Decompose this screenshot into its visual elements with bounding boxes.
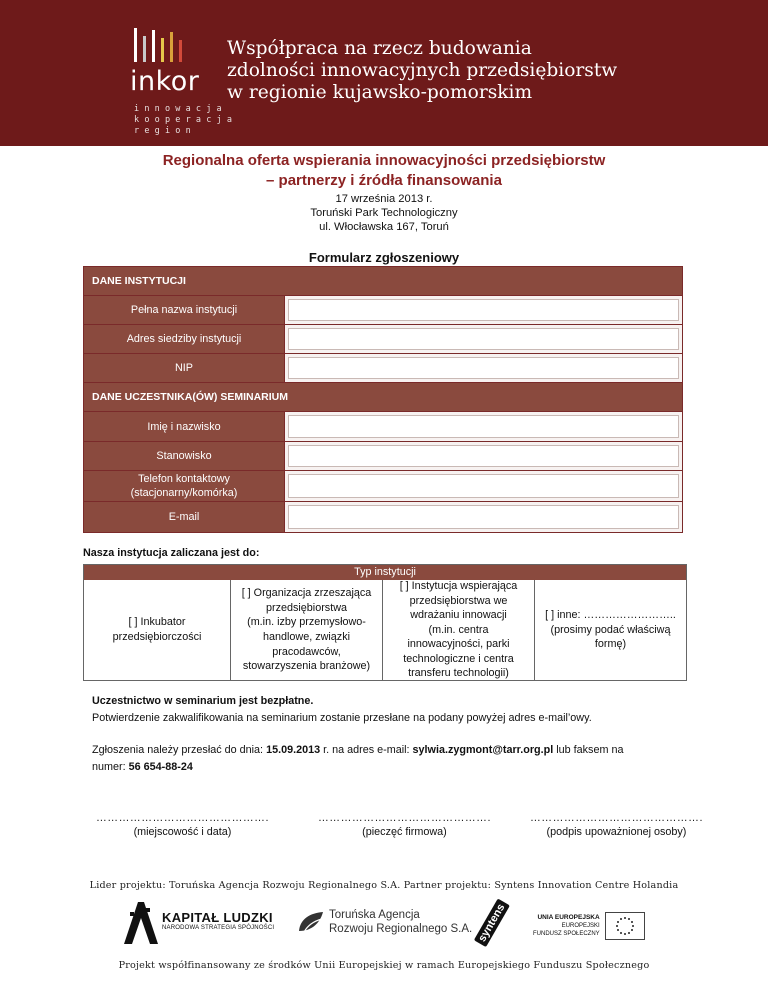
kapital-ludzki-logo [124,902,274,944]
field-label: Imię i nazwisko [84,412,285,441]
section-participant-header: DANE UCZESTNIKA(ÓW) SEMINARIUM [84,383,682,412]
submit-prefix: Zgłoszenia należy przesłać do dnia: [92,744,267,756]
field-value-cell [285,412,682,441]
form-row-institution-address [84,325,682,354]
signature-caption: (miejscowość i data) [133,826,232,838]
institution-type-table [83,564,687,681]
field-value-cell [285,502,682,532]
field-value-cell [285,354,682,382]
project-title-line: zdolności innowacyjnych przedsiębiorstw [227,60,618,81]
institution-address-input[interactable] [288,328,679,350]
form-row-institution-name [84,296,682,325]
institution-type-intro: Nasza instytucja zaliczana jest do: [83,547,260,559]
full-name-input[interactable] [288,415,679,438]
eu-title: UNIA EUROPEJSKA [537,914,600,921]
field-label: Adres siedziby instytucji [84,325,285,353]
signature-line: ………………………………………. [96,812,269,824]
eu-sub2: FUNDUSZ SPOŁECZNY [533,931,600,937]
option-innovation-support[interactable]: [ ] Instytucja wspierająca przedsiębiorstwa we wdrażaniu innowacji (m.in. centra innowacyjności, parki technologiczne i centra transferu technologii) [383,580,535,680]
signature-block-stamp [318,812,491,838]
inkor-logo-text: inkor [130,66,200,97]
signature-caption: (pieczęć firmowa) [362,826,447,838]
phone-input[interactable] [288,474,679,498]
kl-subtitle: NARODOWA STRATEGIA SPÓJNOŚCI [162,925,275,931]
field-label: Pełna nazwa instytucji [84,296,285,324]
kl-title: KAPITAŁ LUDZKI [162,910,273,925]
form-row-position [84,442,682,471]
institution-name-input[interactable] [288,299,679,321]
inkor-logo-bars [133,28,189,62]
option-incubator[interactable]: [ ] Inkubator przedsiębiorczości [84,580,231,680]
email-input[interactable] [288,505,679,529]
option-other[interactable]: [ ] inne: …………………….. (prosimy podać właściwą formę) [545,609,676,651]
form-row-email [84,502,682,532]
eu-sub1: EUROPEJSKI [561,923,600,929]
cofinancing-text: Projekt współfinansowany ze środków Unii Europejskiej w ramach Europejskiego Funduszu Społecznego [118,960,650,971]
registration-form-table [83,266,683,533]
signature-block-place-date [96,812,269,838]
fax-prefix: numer: [92,761,129,773]
submit-mid: r. na adres e-mail: [320,744,413,756]
deadline-date: 15.09.2013 [266,744,321,756]
position-input[interactable] [288,445,679,467]
form-title: Formularz zgłoszeniowy [308,250,460,265]
field-value-cell [285,296,682,324]
institution-type-header: Typ instytucji [84,565,686,580]
project-title-line: w regionie kujawsko-pomorskim [227,82,533,103]
contact-email[interactable]: sylwia.zygmont@tarr.org.pl [412,744,554,756]
project-leaders-text: Lider projektu: Toruńska Agencja Rozwoju Regionalnego S.A. Partner projektu: Syntens Innovation Centre Holandia [89,880,679,891]
tarr-line1: Toruńska Agencja [329,909,420,921]
header-banner [0,0,768,146]
eu-logo [533,912,645,940]
eu-flag-icon [605,912,645,940]
project-title [227,38,617,104]
field-label: Telefon kontaktowy (stacjonarny/komórka) [84,471,285,501]
form-row-phone [84,471,682,502]
syntens-logo [466,901,514,945]
project-title-line: Współpraca na rzecz budowania [227,38,532,59]
field-label: E-mail [84,502,285,532]
event-title-line1: Regionalna oferta wspierania innowacyjności przedsiębiorstw [162,152,606,169]
signature-line: ………………………………………. [530,812,703,824]
tarr-leaf-icon [296,909,326,935]
form-row-name [84,412,682,442]
syntens-text: syntens [474,899,510,947]
tarr-line2: Rozwoju Regionalnego S.A. [329,923,473,935]
field-value-cell [285,325,682,353]
fax-number: 56 654-88-24 [128,761,193,773]
nip-input[interactable] [288,357,679,379]
signature-line: ………………………………………. [318,812,491,824]
free-participation-note [92,693,692,710]
logo-sub-line: innowacja [134,104,227,114]
signature-block-authorized [530,812,703,838]
form-row-nip [84,354,682,383]
option-business-organization[interactable]: [ ] Organizacja zrzeszająca przedsiębiorstwa (m.in. izby przemysłowo- handlowe, związki pracodawców, stowarzyszenia branżowe) [231,580,383,680]
field-label: NIP [84,354,285,382]
tarr-logo [296,908,472,936]
event-title-line2: – partnerzy i źródła finansowania [266,172,502,189]
submission-instructions [92,742,692,776]
confirmation-note: Potwierdzenie zakwalifikowania na seminarium zostanie przesłane na podany powyżej adres e-mail’owy. [92,712,592,724]
event-venue: Toruński Park Technologiczny [310,207,458,219]
field-value-cell [285,442,682,470]
event-address: ul. Włocławska 167, Toruń [319,221,449,233]
field-value-cell [285,471,682,501]
field-label: Stanowisko [84,442,285,470]
signature-caption: (podpis upoważnionej osoby) [546,826,687,838]
submit-fax: lub faksem na [553,744,624,756]
kapital-ludzki-icon [124,902,158,944]
section-institution-header: DANE INSTYTUCJI [84,267,682,296]
free-participation-text: Uczestnictwo w seminarium jest bezpłatne. [92,695,314,707]
logo-sub-line: kooperacja [134,115,238,125]
logo-sub-line: region [134,126,196,136]
event-date: 17 września 2013 r. [335,193,433,205]
